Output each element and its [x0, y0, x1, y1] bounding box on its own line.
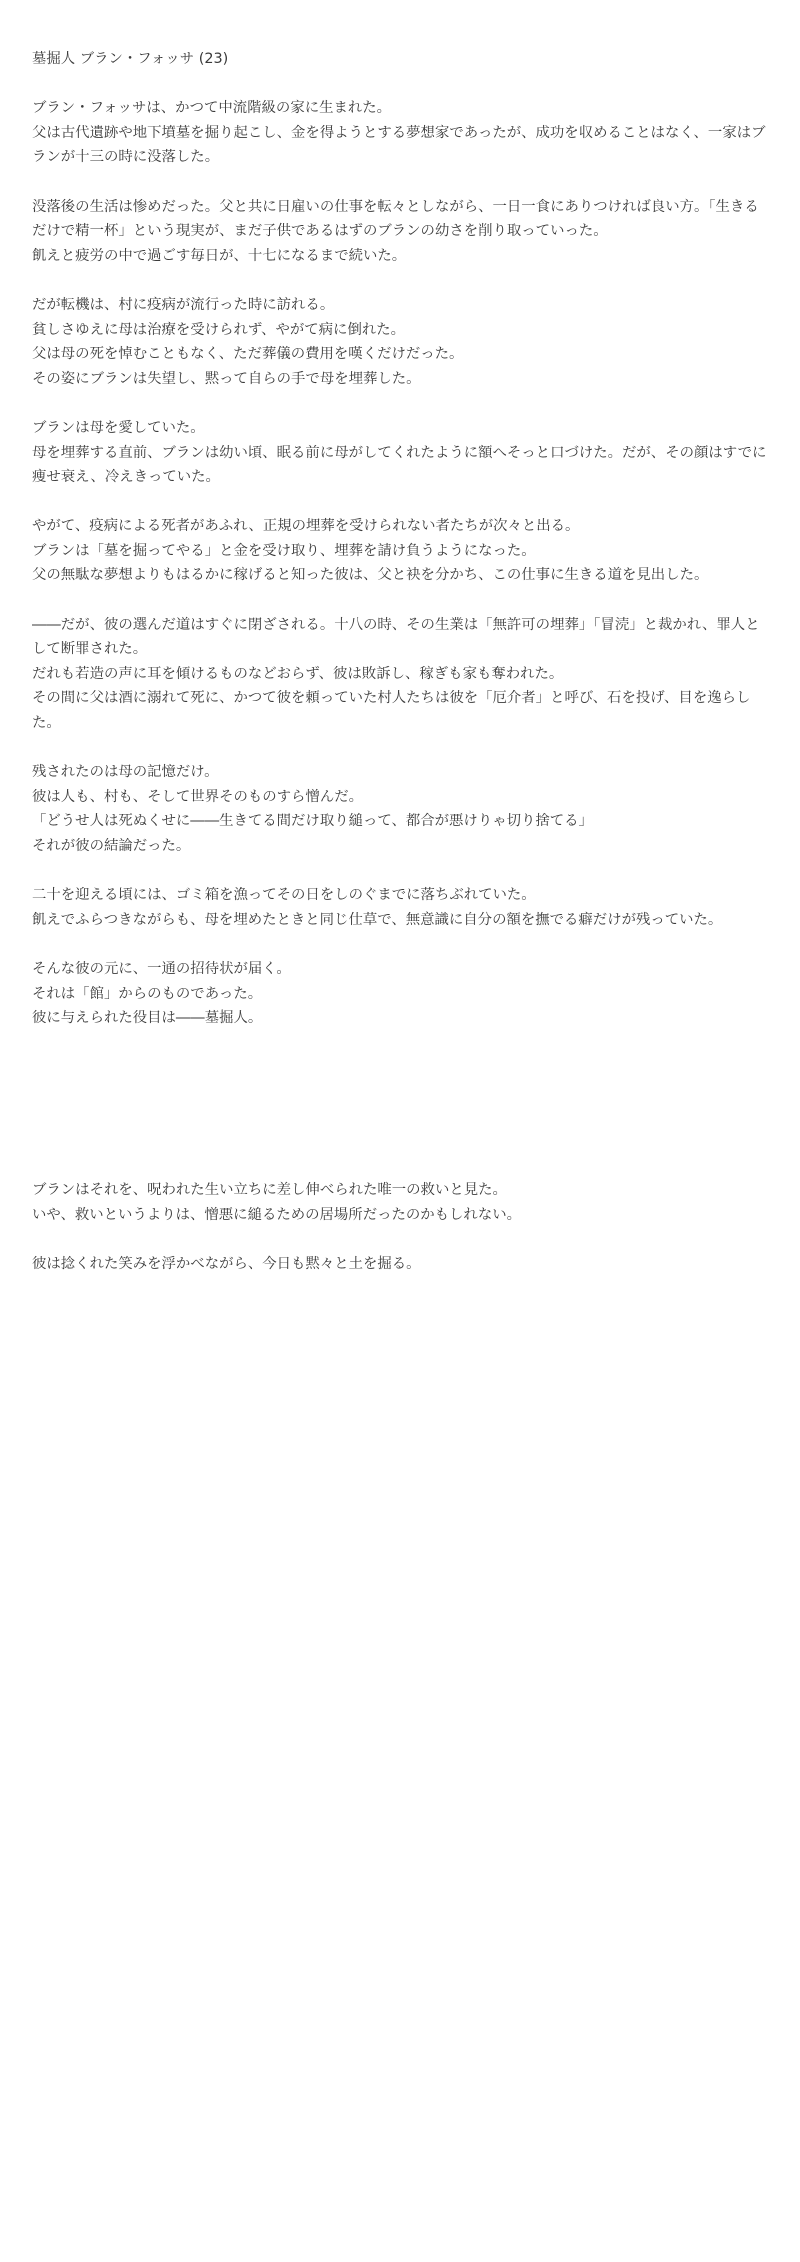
- paragraph: [32, 1252, 767, 1277]
- paragraph: [32, 613, 767, 736]
- paragraph: [32, 293, 767, 391]
- paragraph-line: 母を埋葬する直前、ブランは幼い頃、眠る前に母がしてくれたように額へそっと口づけた。だが、その顔はすでに痩せ衰え、冷えきっていた。: [32, 444, 767, 486]
- paragraph-line: そんな彼の元に、一通の招待状が届く。: [32, 960, 291, 977]
- paragraph-line: 二十を迎える頃には、ゴミ箱を漁ってその日をしのぐまでに落ちぶれていた。: [32, 887, 536, 904]
- paragraph-line: ブランはそれを、呪われた生い立ちに差し伸べられた唯一の救いと見た。: [32, 1182, 507, 1199]
- story-section-ending: [32, 1178, 767, 1276]
- paragraph: [32, 957, 767, 1031]
- paragraph-line: 彼に与えられた役目は――墓掘人。: [32, 1010, 263, 1027]
- paragraph-line: 残されたのは母の記憶だけ。: [32, 764, 219, 781]
- paragraph-line: それが彼の結論だった。: [32, 838, 191, 854]
- paragraph-line: 彼は人も、村も、そして世界そのものすら憎んだ。: [32, 788, 363, 805]
- paragraph-line: いや、救いというよりは、憎悪に縋るための居場所だったのかもしれない。: [32, 1206, 521, 1223]
- paragraph-line: 父は古代遺跡や地下墳墓を掘り起こし、金を得ようとする夢想家であったが、成功を収めることはなく、一家はブランが十三の時に没落した。: [32, 124, 766, 166]
- paragraph-line: 父は母の死を悼むこともなく、ただ葬儀の費用を嘆くだけだった。: [32, 346, 464, 363]
- paragraph-line: その間に父は酒に溺れて死に、かつて彼を頼っていた村人たちは彼を「厄介者」と呼び、石を投げ、目を逸らした。: [32, 690, 751, 732]
- paragraph-line: だが転機は、村に疫病が流行った時に訪れる。: [32, 296, 335, 313]
- paragraph: [32, 883, 767, 932]
- page-title: 墓掘人 ブラン・フォッサ (23): [32, 51, 229, 67]
- paragraph-line: 「どうせ人は死ぬくせに――生きてる間だけ取り縋って、都合が悪けりゃ切り捨てる」: [32, 813, 593, 830]
- paragraph-line: ブランは「墓を掘ってやる」と金を受け取り、埋葬を請け負うようになった。: [32, 542, 536, 559]
- paragraph: [32, 96, 767, 170]
- paragraph: [32, 1178, 767, 1227]
- section-spacer: [32, 1055, 767, 1178]
- paragraph-line: 没落後の生活は惨めだった。父と共に日雇いの仕事を転々としながら、一日一食にありつければ良い方。「生きるだけで精一杯」という現実が、まだ子供であるはずのブランの幼さを削り取っていった。: [32, 198, 759, 240]
- paragraph-line: ――だが、彼の選んだ道はすぐに閉ざされる。十八の時、その生業は「無許可の埋葬」「冒涜」と裁かれ、罪人として断罪された。: [32, 616, 760, 658]
- paragraph-line: だれも若造の声に耳を傾けるものなどおらず、彼は敗訴し、稼ぎも家も奪われた。: [32, 665, 564, 682]
- paragraph-line: 飢えでふらつきながらも、母を埋めたときと同じ仕草で、無意識に自分の額を撫でる癖だけが残っていた。: [32, 911, 723, 928]
- paragraph: [32, 514, 767, 588]
- paragraph-line: その姿にブランは失望し、黙って自らの手で母を埋葬した。: [32, 370, 421, 387]
- paragraph-line: 貧しさゆえに母は治療を受けられず、やがて病に倒れた。: [32, 321, 406, 338]
- paragraph-line: 飢えと疲労の中で過ごす毎日が、十七になるまで続いた。: [32, 247, 407, 264]
- paragraph-line: それは「館」からのものであった。: [32, 985, 263, 1002]
- paragraph-line: ブラン・フォッサは、かつて中流階級の家に生まれた。: [32, 100, 392, 117]
- story-section-main: [32, 96, 767, 1031]
- paragraph-line: やがて、疫病による死者があふれ、正規の埋葬を受けられない者たちが次々と出る。: [32, 518, 580, 535]
- paragraph: [32, 195, 767, 269]
- paragraph-line: ブランは母を愛していた。: [32, 419, 205, 436]
- paragraph: [32, 760, 767, 858]
- paragraph-line: 父の無駄な夢想よりもはるかに稼げると知った彼は、父と袂を分かち、この仕事に生きる道を見出した。: [32, 567, 709, 584]
- paragraph: [32, 416, 767, 490]
- paragraph-line: 彼は捻くれた笑みを浮かべながら、今日も黙々と土を掘る。: [32, 1256, 421, 1273]
